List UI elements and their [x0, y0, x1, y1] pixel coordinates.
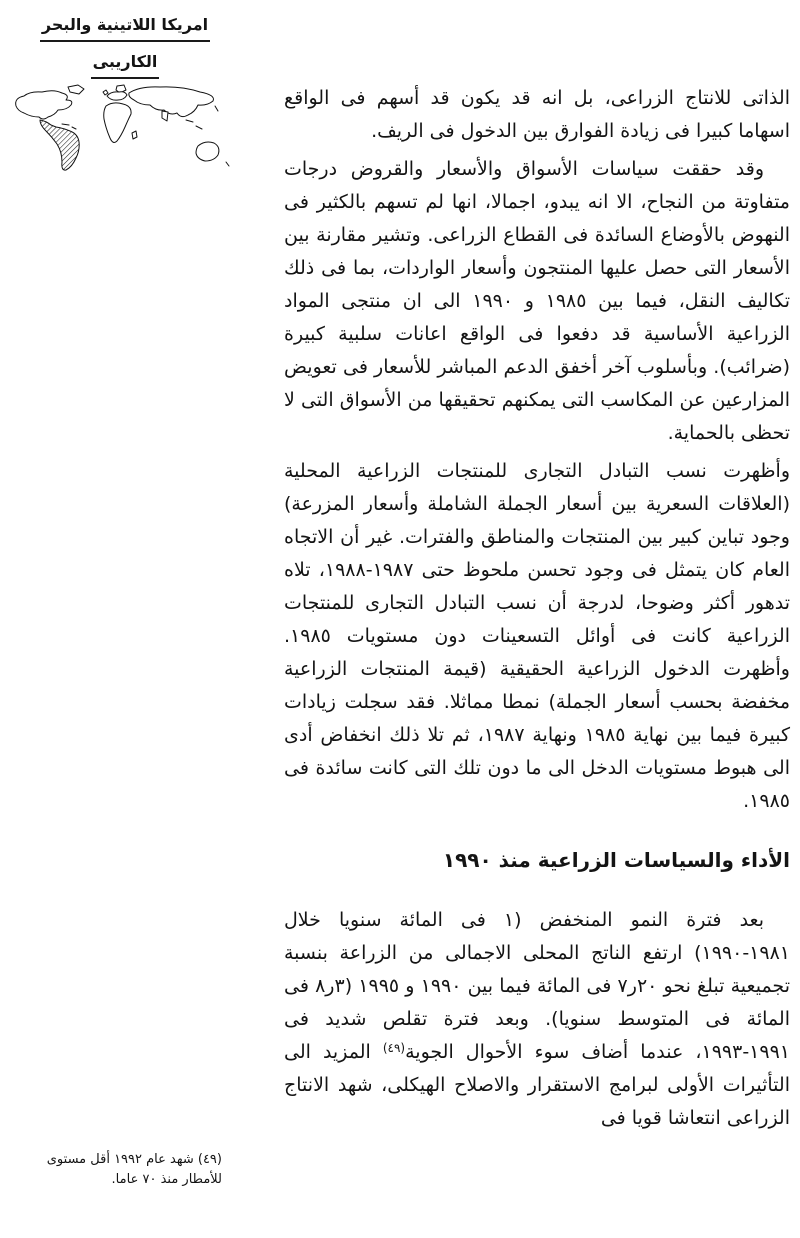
australia-shape: [196, 142, 219, 161]
main-text-column: [284, 82, 790, 1140]
world-map-figure: [8, 84, 242, 184]
region-header: [24, 14, 226, 79]
india-shape: [162, 111, 168, 121]
region-title-text2: الكاريبى: [91, 51, 160, 79]
body-paragraph-1: الذاتى للانتاج الزراعى، بل انه قد يكون قد أسهم فى الواقع اسهاما كبيرا فى زيادة الفوارق بين الدخول فى الريف.: [284, 87, 790, 142]
world-map: [8, 84, 242, 184]
greenland-shape: [68, 85, 84, 94]
footnote: (٤٩) شهد عام ١٩٩٢ أقل مستوى للأمطار منذ ٧٠ عاما.: [46, 1152, 222, 1187]
footnote-reference: (٤٩): [382, 1041, 406, 1055]
section-heading: الأداء والسياسات الزراعية منذ ١٩٩٠: [442, 848, 790, 872]
region-title-line2: [24, 51, 226, 79]
caribbean-islands-shape: [62, 124, 69, 125]
region-title-text1: امريكا اللاتينية والبحر: [40, 14, 210, 42]
europe-shape: [107, 92, 127, 100]
paragraph-text-after-ref: المزيد الى التأثيرات الأولى لبرامج الاستقرار والاصلاح الهيكلى، شهد الانتاج الزراعى انتعاشا قويا فى: [284, 1041, 790, 1129]
paragraph-text-before-ref: بعد فترة النمو المنخفض (١ فى المائة سنويا خلال ١٩٨١-١٩٩٠) ارتفع الناتج المحلى الاجمالى من الزراعة بنسبة تجميعية تبلغ نحو ٢٠ر٧ فى المائة فيما بين ١٩٩٠ و ١٩٩٥ (٣ر٨ فى المائة فى المتوسط سنويا). وبعد فترة تقلص شديد فى ١٩٩١-١٩٩٣، عندما أضاف سوء الأحوال الجوية: [284, 909, 790, 1063]
uk-shape: [103, 90, 108, 95]
body-paragraph-4: [284, 904, 790, 1135]
africa-shape: [104, 103, 131, 143]
caribbean-islands-shape: [72, 127, 76, 129]
japan-shape: [215, 106, 218, 111]
region-title-line1: [24, 14, 226, 42]
southeast-asia-islands-shape: [186, 120, 193, 122]
asia-shape: [129, 87, 214, 117]
north-america-shape: [16, 91, 72, 119]
new-zealand-shape: [226, 162, 229, 166]
madagascar-shape: [132, 131, 137, 139]
body-paragraph-2: وقد حققت سياسات الأسواق والأسعار والقروض درجات متفاوتة من النجاح، الا انه يبدو، اجمالا، انها لم تسهم بالكثير فى النهوض بالأوضاع السائدة فى القطاع الزراعى. وتشير مقارنة بين الأسعار التى حصل عليها المنتجون وأسعار الواردات، بما فى ذلك تكاليف النقل، فيما بين ١٩٨٥ و ١٩٩٠ الى ان منتجى المواد الزراعية الأساسية قد دفعوا فى الواقع اعانات سلبية كبيرة (ضرائب). وبأسلوب آخر أخفق الدعم المباشر للأسعار فى تعويض المزارعين عن المكاسب التى يمكنهم تحقيقها من الأسواق التى لا تحظى بالحماية.: [284, 158, 790, 444]
body-paragraph-3: وأظهرت نسب التبادل التجارى للمنتجات الزراعية المحلية (العلاقات السعرية بين أسعار الجملة الشاملة وأسعار المزرعة) وجود تباين كبير بين المنتجات والمناطق والفترات. غير أن الاتجاه العام كان يتمثل فى وجود تحسن ملحوظ حتى ١٩٨٧-١٩٨٨، تلاه تدهور أكثر وضوحا، لدرجة أن نسب التبادل التجارى للمنتجات الزراعية كانت فى أوائل التسعينات دون مستويات ١٩٨٥. وأظهرت الدخول الزراعية الحقيقية (قيمة المنتجات الزراعية مخفضة بحسب أسعار الجملة) نمطا مماثلا. فقد سجلت زيادات كبيرة فيما بين نهاية ١٩٨٥ ونهاية ١٩٨٧، ثم تلا ذلك انخفاض أدى الى هبوط مستويات الدخل الى ما دون تلك التى كانت سائدة فى ١٩٨٥.: [284, 460, 790, 812]
southeast-asia-islands-shape: [196, 126, 202, 129]
